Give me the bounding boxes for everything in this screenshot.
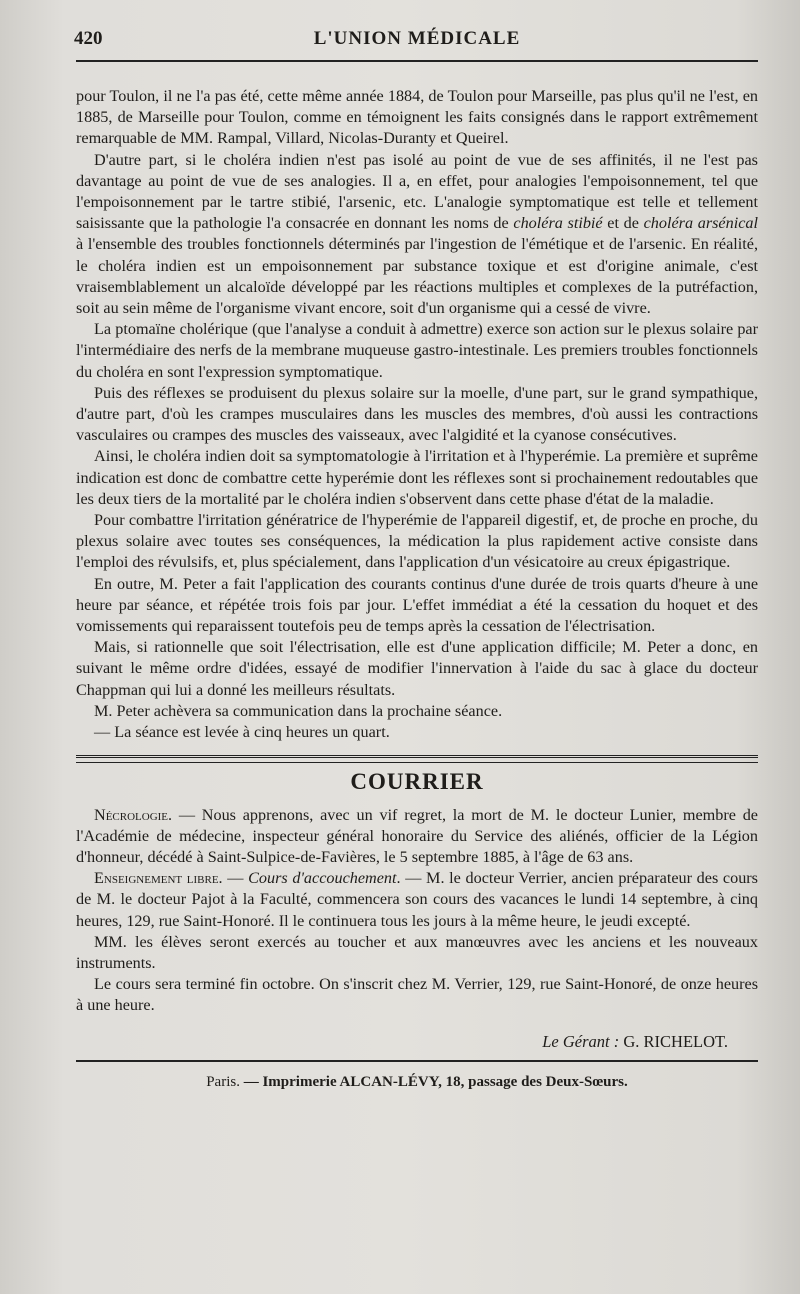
paragraph: pour Toulon, il ne l'a pas été, cette même année 1884, de Toulon pour Marseille, pas plus qu'il ne l'est, en 1885, de Marseille pour Toulon, comme en témoignent les faits consignés dans le rapport extrêmement remarquable de MM. Rampal, Villard, Nicolas-Duranty et Queirel. xyxy=(76,87,758,148)
running-title: L'UNION MÉDICALE xyxy=(313,28,521,49)
header-rule xyxy=(76,60,758,62)
article-body xyxy=(76,86,758,1093)
paragraph: Mais, si rationnelle que soit l'électrisation, elle est d'une application difficile; M. Peter a donc, en suivant le même ordre d'idées, essayé de modifier l'innervation à l'aide du sac à glace du docteur Chappman qui lui a donné les meilleurs résultats. xyxy=(76,638,758,699)
paragraph: M. Peter achèvera sa communication dans la prochaine séance. xyxy=(94,701,503,720)
paragraph: En outre, M. Peter a fait l'application des courants continus d'une durée de trois quarts d'heure à une heure par séance, et répétée trois fois par jour. L'effet immédiat a été la cessation du hoquet et des vomissements qui reparaissent toutefois peu de temps après la cessation de l'électrisation. xyxy=(76,574,758,636)
enseignement-label: Enseignement libre. xyxy=(94,869,223,888)
section-divider xyxy=(76,755,758,763)
paragraph: Ainsi, le choléra indien doit sa symptomatologie à l'irritation et à l'hyperémie. La première et suprême indication est donc de combattre cette hyperémie dont les réflexes sont si prochainement redoutables que les deux tiers de la mortalité par le choléra indien s'observent dans cette phase d'état de la maladie. xyxy=(76,447,758,508)
enseignement-text: . — M. le docteur Verrier, ancien préparateur des cours de M. le docteur Pajot à la Faculté, commencera son cours des vacances le lundi 14 septembre, à cinq heures, 129, rue Saint-Honoré. Il le continuera tous les jours à la même heure, le jeudi excepté. xyxy=(76,869,758,930)
enseignement-paragraph xyxy=(76,868,758,932)
paragraph: MM. les élèves seront exercés au toucher et aux manœuvres avec les anciens et les nouveaux instruments. xyxy=(76,932,758,972)
signature-label: Le Gérant : xyxy=(542,1031,620,1051)
footer-rule xyxy=(76,1060,758,1062)
paragraph: — La séance est levée à cinq heures un quart. xyxy=(94,723,390,742)
necrologie-label: Nécrologie. xyxy=(94,805,173,824)
paragraph: Le cours sera terminé fin octobre. On s'inscrit chez M. Verrier, 129, rue Saint-Honoré, de onze heures à une heure. xyxy=(76,975,758,1015)
signature-name: G. RICHELOT. xyxy=(623,1031,728,1051)
separator-dash: — xyxy=(222,869,249,888)
paragraph: Puis des réflexes se produisent du plexus solaire sur la moelle, d'une part, sur le grand sympathique, d'autre part, d'où les crampes musculaires dans les muscles des membres, d'où aussi les contractions vasculaires ou crampes des muscles des vaisseaux, avec l'algidité et la cyanose consécutives. xyxy=(76,383,758,445)
imprint-text: — Imprimerie ALCAN-LÉVY, 18, passage des Deux-Sœurs. xyxy=(239,1073,628,1090)
paragraph: D'autre part, si le choléra indien n'est pas isolé au point de vue de ses affinités, il ne l'est pas davantage au point de vue de ses analogies. Il a, en effet, pour analogies l'empoisonnement, tel que l'empoisonnement par le tartre stibié, l'arsenic, etc. L'analogie symptomatique est telle et tellement saisissante que la pathologie l'a consacrée en donnant les noms de choléra stibié et de choléra arsénical à l'ensemble des troubles fonctionnels déterminés par l'ingestion de l'émétique et de l'arsenic. En réalité, le choléra indien est un empoisonnement par substance toxique et est d'origine animale, c'est vraisemblablement un alcaloïde développé par les réactions multiples et complexes de la putréfaction, soit au sein même de l'organisme vivant encore, soit d'un organisme qui a cessé de vivre. xyxy=(76,150,758,318)
necrologie-text: — Nous apprenons, avec un vif regret, la mort de M. le docteur Lunier, membre de l'Académie de médecine, inspecteur général honoraire du Service des aliénés, officier de la Légion d'honneur, décédé à Saint-Sulpice-de-Favières, le 5 septembre 1885, à l'âge de 63 ans. xyxy=(76,805,758,866)
paragraph: Pour combattre l'irritation génératrice de l'hyperémie de l'appareil digestif, et, de proche en proche, du plexus solaire avec toutes ses conséquences, la médication la plus rapidement active consiste dans l'emploi des révulsifs, et, plus spécialement, dans l'application d'un vésicatoire au creux épigastrique. xyxy=(76,511,758,572)
signature xyxy=(76,1031,758,1052)
section-title: COURRIER xyxy=(350,769,484,795)
necrologie-paragraph xyxy=(76,805,758,869)
page-number: 420 xyxy=(74,28,103,49)
course-title: Cours d'accouchement xyxy=(248,869,397,888)
imprint xyxy=(76,1072,758,1093)
paragraph: La ptomaïne cholérique (que l'analyse a conduit à admettre) exerce son action sur le plexus solaire par l'intermédiaire des nerfs de la membrane muqueuse gastro-intestinale. Les premiers troubles fonctionnels du choléra en sont l'expression symptomatique. xyxy=(76,320,758,381)
page-header xyxy=(76,20,758,62)
imprint-city: Paris. xyxy=(206,1073,240,1090)
